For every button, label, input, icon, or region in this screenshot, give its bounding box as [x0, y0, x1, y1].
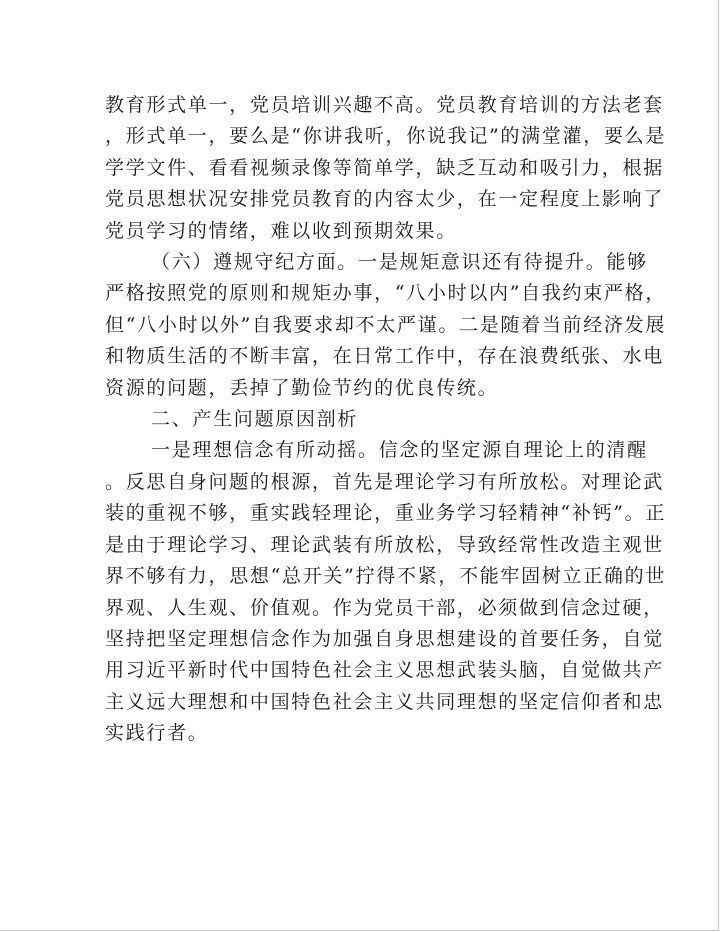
text-line: 资源的问题，丢掉了勤俭节约的优良传统。: [105, 376, 499, 399]
text-line: 。反思自身问题的根源，首先是理论学习有所放松。对理论武: [105, 470, 664, 493]
paragraph-discipline: [105, 247, 667, 404]
text-line: 党员思想状况安排党员教育的内容太少，在一定程度上影响了: [105, 188, 664, 211]
paragraph-ideals-belief: [105, 435, 667, 749]
document-body: [105, 90, 667, 750]
text-line: 是由于理论学习、理论武装有所放松，导致经常性改造主观世: [105, 533, 664, 556]
section-heading: [105, 404, 625, 435]
text-line: 界不够有力，思想“总开关”拧得不紧，不能牢固树立正确的世: [105, 565, 667, 588]
heading-cause-analysis: 二、产生问题原因剖析: [151, 408, 359, 431]
paragraph-education-form: [105, 90, 667, 247]
text-line: 实践行者。: [105, 722, 209, 745]
text-line: 但“八小时以外”自我要求却不太严谨。二是随着当前经济发展: [105, 313, 667, 336]
text-line: 党员学习的情绪，难以收到预期效果。: [105, 219, 457, 242]
text-line: 主义远大理想和中国特色社会主义共同理想的坚定信仰者和忠: [105, 690, 664, 713]
text-line: 和物质生活的不断丰富，在日常工作中，存在浪费纸张、水电: [105, 345, 664, 368]
text-line: 界观、人生观、价值观。作为党员干部，必须做到信念过硬，: [105, 596, 664, 619]
text-line: ，形式单一，要么是“你讲我听，你说我记”的满堂灌，要么是: [105, 125, 667, 148]
text-line: 装的重视不够，重实践轻理论，重业务学习轻精神“补钙”。正: [105, 502, 667, 525]
text-line: 学学文件、看看视频录像等简单学，缺乏互动和吸引力，根据: [105, 156, 664, 179]
text-line: 坚持把坚定理想信念作为加强自身思想建设的首要任务，自觉: [105, 627, 664, 650]
text-line: （六）遵规守纪方面。一是规矩意识还有待提升。能够: [151, 251, 648, 274]
text-line: 教育形式单一，党员培训兴趣不高。党员教育培训的方法老套: [105, 94, 664, 116]
text-line: 一是理想信念有所动摇。信念的坚定源自理论上的清醒: [151, 439, 648, 462]
text-line: 严格按照党的原则和规矩办事，“八小时以内”自我约束严格，: [105, 282, 667, 305]
text-line: 用习近平新时代中国特色社会主义思想武装头脑，自觉做共产: [105, 659, 664, 682]
